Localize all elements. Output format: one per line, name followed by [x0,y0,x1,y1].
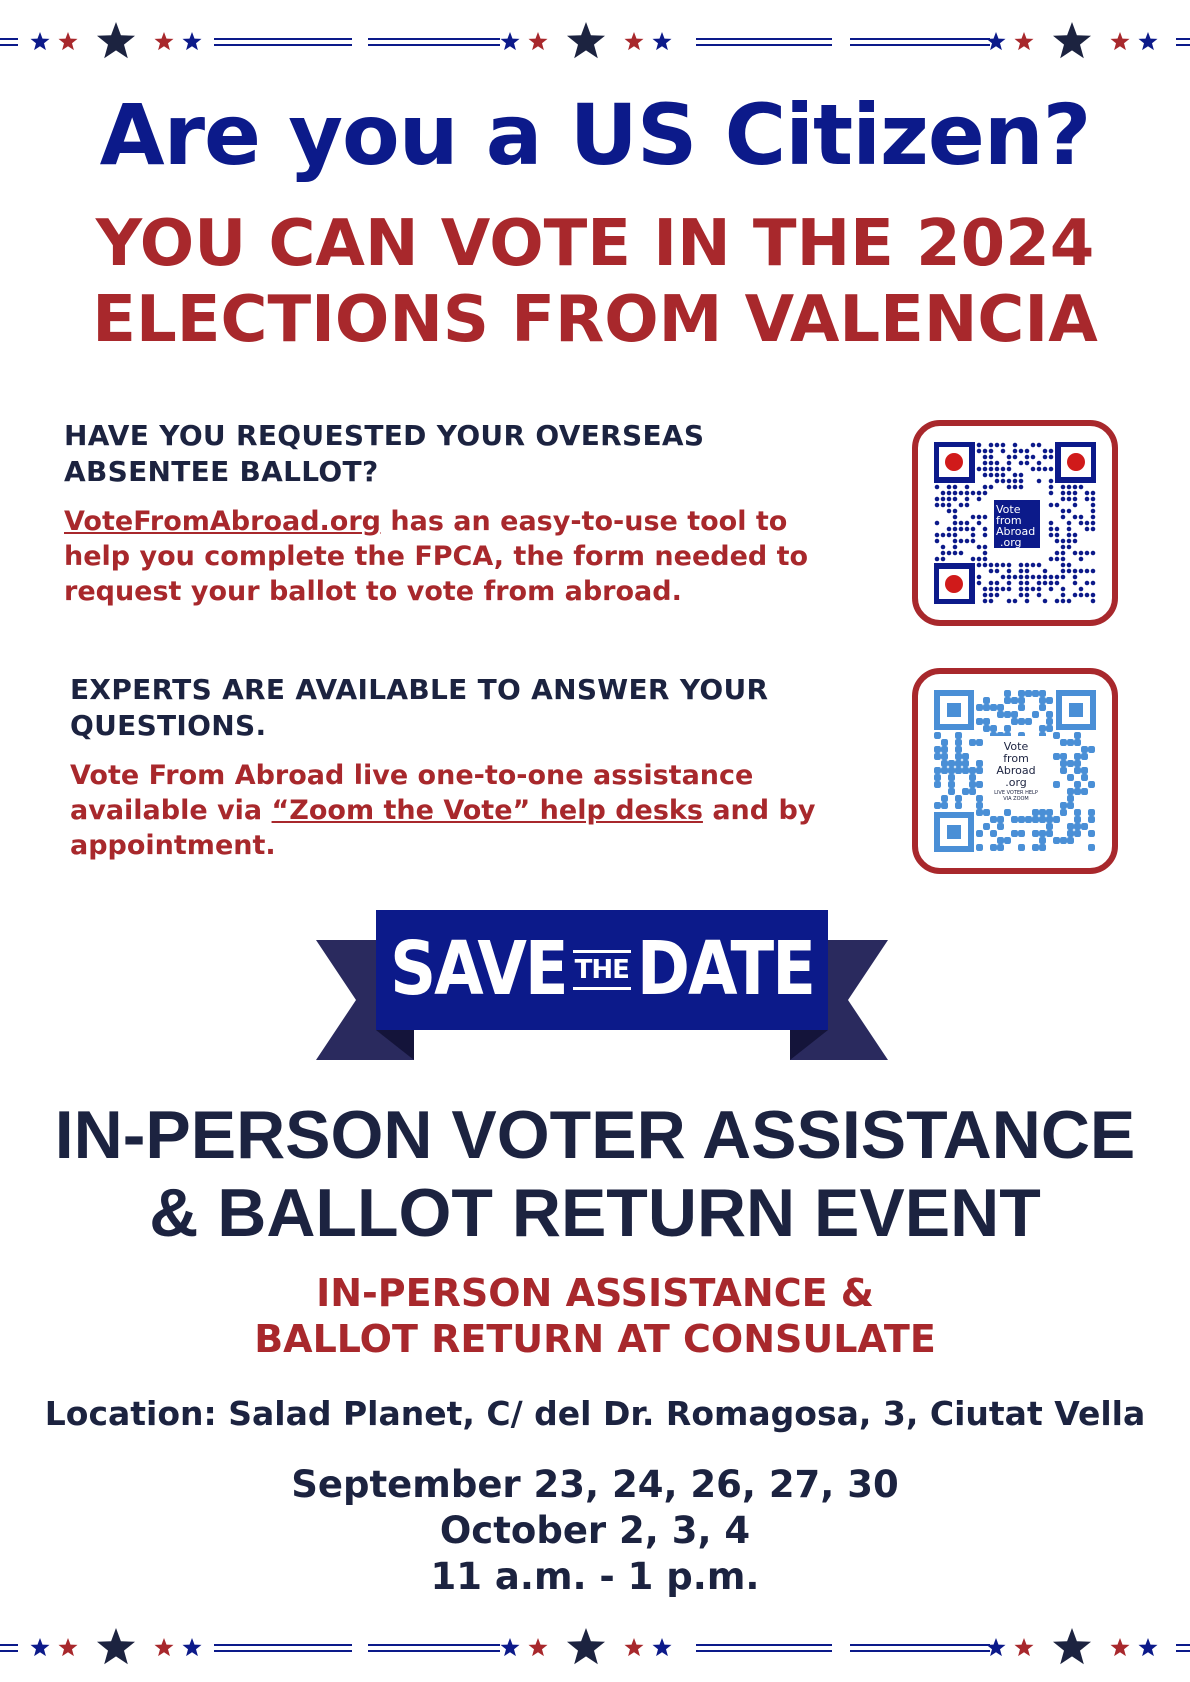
ballot-request-section [64,418,864,609]
event-location: Location: Salad Planet, C/ del Dr. Romagosa, 3, Ciutat Vella [44,1394,1146,1433]
experts-question [70,672,870,744]
qr2-label-line-2: from [1003,752,1029,765]
star-icon [529,1638,548,1656]
banner-save: SAVE [390,927,567,1013]
subheadline [0,206,1190,358]
qr-code-votefromabroad[interactable] [912,420,1118,626]
ballot-question [64,418,864,490]
experts-line-2-post: and by [702,795,816,826]
event-title-line-1: IN-PERSON VOTER ASSISTANCE [54,1097,1136,1173]
headline: Are you a US Citizen? [99,86,1091,184]
star-icon [1111,32,1130,50]
star-icon [625,32,644,50]
experts-description-line-2 [70,793,870,828]
star-border-bottom [0,1618,1190,1678]
qr-finder-bottom-left [936,566,972,602]
star-icon [59,32,78,50]
star-icon [625,1638,644,1656]
qr-finder-top-right [1058,444,1094,480]
star-icon [529,32,548,50]
ballot-question-line-1: HAVE YOU REQUESTED YOUR OVERSEAS [64,419,705,452]
experts-description-line-3: appointment. [70,830,276,861]
qr2-caption-line-1: LIVE VOTER HELP [994,790,1038,796]
save-the-date-text [376,910,828,1030]
experts-section [70,672,870,863]
qr2-caption-line-2: VIA ZOOM [1003,796,1029,802]
experts-description-line-1: Vote From Abroad live one-to-one assistance [70,760,754,791]
star-icon [59,1638,78,1656]
star-icon [31,32,50,50]
qr2-label-line-4: .org [1005,776,1027,789]
star-icon [1053,22,1091,58]
star-icon [97,1628,135,1664]
qr-finder-bottom-left [937,815,971,849]
star-border-top [0,12,1190,72]
event-time: 11 a.m. - 1 p.m. [430,1555,760,1598]
ballot-description-line-2: help you complete the FPCA, the form needed to [64,541,809,572]
star-icon [567,22,605,58]
event-subtitle [0,1270,1190,1362]
ballot-description-line-1 [64,504,864,539]
experts-line-2-pre: available via [70,795,272,826]
experts-description [70,758,870,863]
qr1-label-line-2: from [996,514,1022,527]
star-icon [1139,1638,1158,1656]
event-dates-september: September 23, 24, 26, 27, 30 [291,1463,899,1506]
star-icon [1053,1628,1091,1664]
star-icon [653,1638,672,1656]
qr1-label-line-4: .org [1000,536,1022,549]
ballot-description [64,504,864,609]
event-title-line-2: & BALLOT RETURN EVENT [149,1175,1041,1251]
star-icon [987,32,1006,50]
star-icon [97,22,135,58]
star-icon [501,32,520,50]
event-subtitle-line-2: BALLOT RETURN AT CONSULATE [254,1317,936,1361]
banner-the: THE [573,950,631,990]
event-subtitle-line-1: IN-PERSON ASSISTANCE & [316,1271,874,1315]
star-icon [1015,1638,1034,1656]
event-dates-october: October 2, 3, 4 [439,1509,751,1552]
star-icon [1111,1638,1130,1656]
event-title [0,1096,1190,1252]
banner-date: DATE [636,927,814,1013]
qr2-label-line-1: Vote [1003,740,1029,753]
qr-pattern-1 [934,442,1096,604]
star-icon [183,1638,202,1656]
subheadline-line-2: ELECTIONS FROM VALENCIA [92,283,1098,357]
experts-question-line-2: QUESTIONS. [70,709,267,742]
star-icon [1139,32,1158,50]
qr2-label-line-3: Abroad [996,764,1036,777]
qr-finder-top-left [936,444,972,480]
star-icon [987,1638,1006,1656]
qr-finder-top-left [937,693,971,727]
star-icon [31,1638,50,1656]
qr-code-zoom-the-vote[interactable] [912,668,1118,874]
qr-pattern-2 [934,690,1096,852]
experts-question-line-1: EXPERTS ARE AVAILABLE TO ANSWER YOUR [70,673,769,706]
star-icon [183,32,202,50]
star-icon [155,32,174,50]
qr1-label-line-3: Abroad [996,525,1036,538]
star-icon [155,1638,174,1656]
star-icon [1015,32,1034,50]
qr1-label-line-1: Vote [996,503,1021,516]
qr-finder-top-right [1059,693,1093,727]
event-dates [0,1462,1190,1600]
ballot-question-line-2: ABSENTEE BALLOT? [64,455,379,488]
ballot-description-line-3: request your ballot to vote from abroad. [64,576,682,607]
star-icon [501,1638,520,1656]
star-icon [653,32,672,50]
zoom-the-vote-link[interactable]: “Zoom the Vote” help desks [271,795,703,826]
subheadline-line-1: YOU CAN VOTE IN THE 2024 [95,207,1095,281]
ballot-description-line-1-rest: has an easy-to-use tool to [381,506,788,537]
votefromabroad-link[interactable]: VoteFromAbroad.org [64,506,381,537]
star-icon [567,1628,605,1664]
